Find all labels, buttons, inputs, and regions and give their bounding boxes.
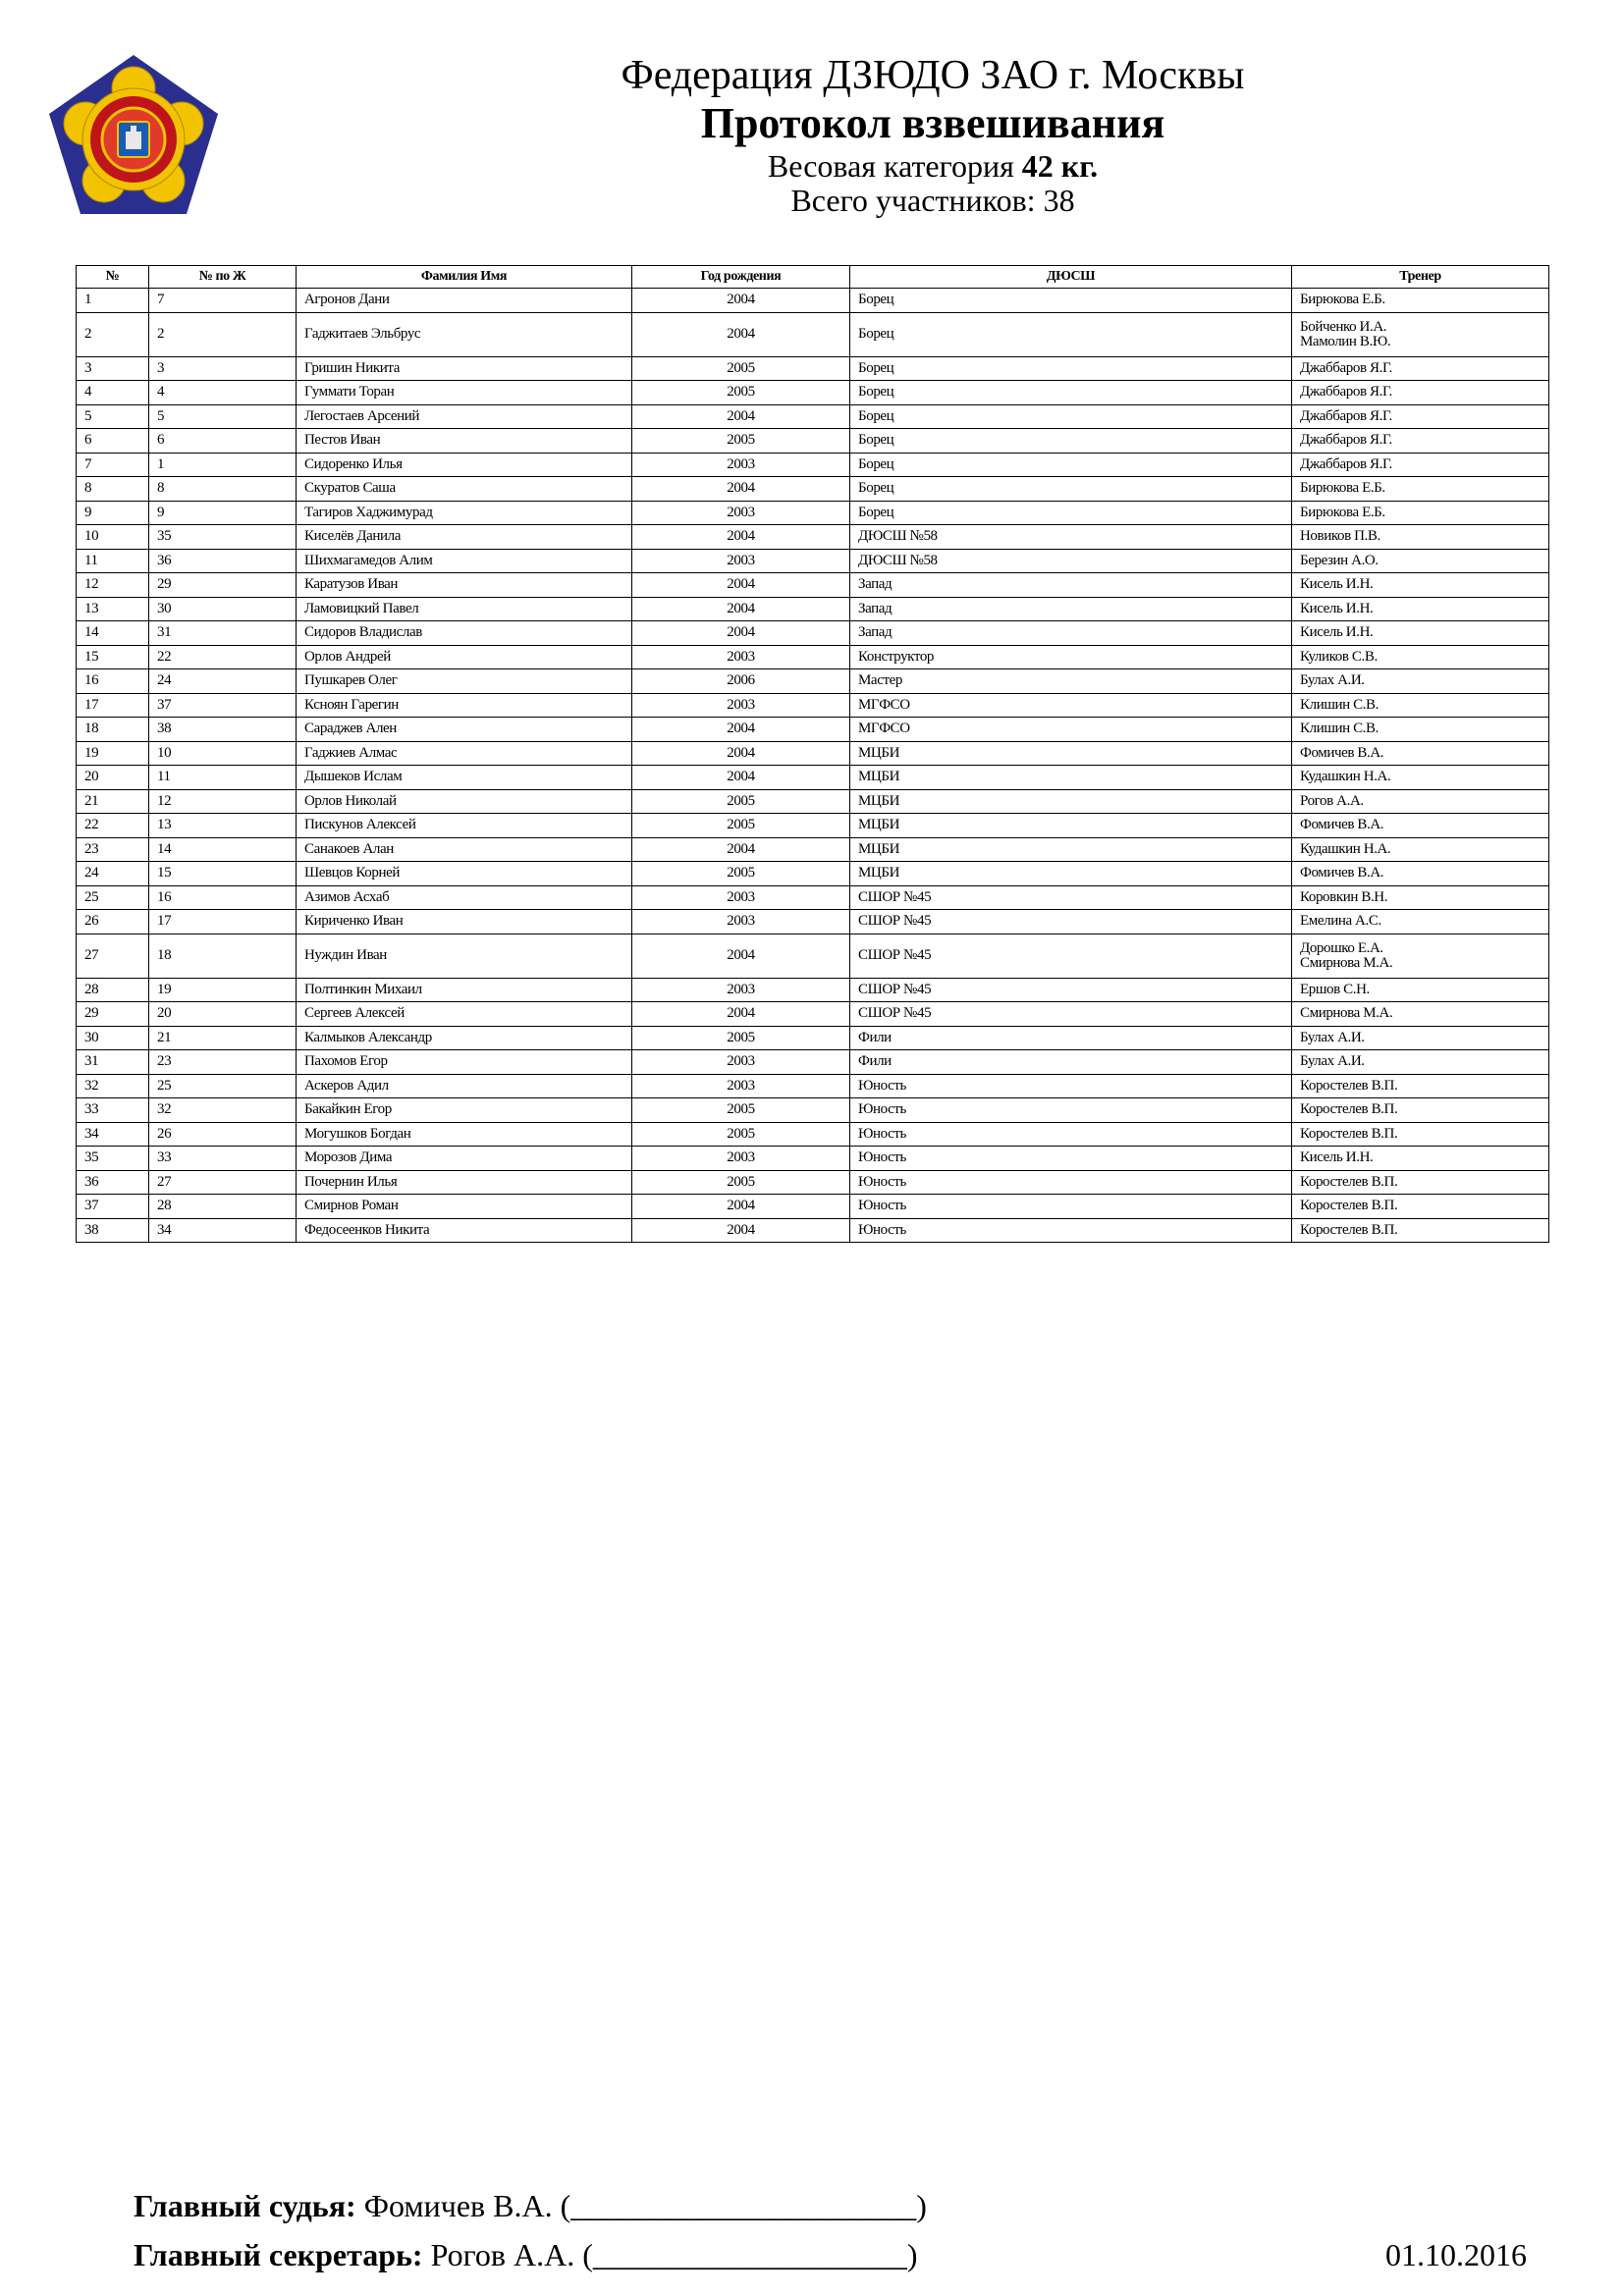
cell-draw-number: 21 <box>149 1026 297 1050</box>
cell-school: СШОР №45 <box>850 1002 1292 1027</box>
cell-number: 27 <box>77 934 149 978</box>
cell-school: Фили <box>850 1050 1292 1075</box>
cell-school: СШОР №45 <box>850 885 1292 910</box>
cell-coach: Фомичев В.А. <box>1292 814 1549 838</box>
cell-number: 17 <box>77 693 149 718</box>
chief-secretary-label: Главный секретарь: <box>134 2237 423 2272</box>
cell-school: ДЮСШ №58 <box>850 525 1292 550</box>
cell-number: 14 <box>77 621 149 646</box>
table-row <box>77 501 1549 525</box>
cell-birth-year: 2005 <box>632 356 850 381</box>
cell-draw-number: 4 <box>149 381 297 405</box>
table-row <box>77 312 1549 356</box>
table-row <box>77 356 1549 381</box>
cell-number: 31 <box>77 1050 149 1075</box>
cell-draw-number: 6 <box>149 429 297 454</box>
cell-birth-year: 2003 <box>632 885 850 910</box>
cell-school: Юность <box>850 1218 1292 1243</box>
cell-birth-year: 2003 <box>632 910 850 934</box>
cell-school: МЦБИ <box>850 862 1292 886</box>
cell-draw-number: 18 <box>149 934 297 978</box>
cell-name: Сараджев Ален <box>297 718 632 742</box>
cell-number: 20 <box>77 766 149 790</box>
cell-name: Калмыков Александр <box>297 1026 632 1050</box>
weigh-in-table <box>76 265 1549 1243</box>
cell-birth-year: 2005 <box>632 814 850 838</box>
table-row <box>77 429 1549 454</box>
cell-coach: Коровкин В.Н. <box>1292 885 1549 910</box>
table-row <box>77 404 1549 429</box>
cell-school: МГФСО <box>850 718 1292 742</box>
cell-number: 18 <box>77 718 149 742</box>
cell-number: 30 <box>77 1026 149 1050</box>
cell-draw-number: 28 <box>149 1195 297 1219</box>
cell-number: 5 <box>77 404 149 429</box>
cell-number: 13 <box>77 597 149 621</box>
cell-name: Каратузов Иван <box>297 573 632 598</box>
cell-number: 23 <box>77 837 149 862</box>
cell-school: Борец <box>850 289 1292 313</box>
col-header-birth-year: Год рождения <box>632 266 850 289</box>
cell-coach: Бойченко И.А. Мамолин В.Ю. <box>1292 312 1549 356</box>
table-row <box>77 1074 1549 1098</box>
cell-coach: Ершов С.Н. <box>1292 978 1549 1002</box>
table-row <box>77 766 1549 790</box>
weight-category <box>491 150 1375 182</box>
cell-school: Запад <box>850 573 1292 598</box>
table-row <box>77 645 1549 669</box>
cell-draw-number: 22 <box>149 645 297 669</box>
cell-number: 15 <box>77 645 149 669</box>
cell-birth-year: 2005 <box>632 1026 850 1050</box>
cell-name: Шихмагамедов Алим <box>297 549 632 573</box>
cell-school: МГФСО <box>850 693 1292 718</box>
cell-name: Морозов Дима <box>297 1147 632 1171</box>
cell-number: 3 <box>77 356 149 381</box>
cell-school: Юность <box>850 1074 1292 1098</box>
cell-name: Нуждин Иван <box>297 934 632 978</box>
cell-number: 25 <box>77 885 149 910</box>
cell-birth-year: 2004 <box>632 1195 850 1219</box>
cell-number: 34 <box>77 1122 149 1147</box>
cell-coach: Кисель И.Н. <box>1292 573 1549 598</box>
chief-secretary <box>134 2239 918 2270</box>
table-header-row <box>77 266 1549 289</box>
cell-coach: Бирюкова Е.Б. <box>1292 289 1549 313</box>
cell-coach: Джаббаров Я.Г. <box>1292 429 1549 454</box>
cell-school: МЦБИ <box>850 814 1292 838</box>
cell-school: Борец <box>850 429 1292 454</box>
table-row <box>77 669 1549 694</box>
cell-school: МЦБИ <box>850 789 1292 814</box>
weight-category-value: 42 кг. <box>1021 148 1099 184</box>
cell-number: 11 <box>77 549 149 573</box>
table-row <box>77 741 1549 766</box>
cell-birth-year: 2004 <box>632 718 850 742</box>
cell-name: Сидоренко Илья <box>297 453 632 477</box>
cell-coach: Клишин С.В. <box>1292 693 1549 718</box>
cell-coach: Кисель И.Н. <box>1292 1147 1549 1171</box>
cell-birth-year: 2003 <box>632 1050 850 1075</box>
cell-coach: Новиков П.В. <box>1292 525 1549 550</box>
cell-draw-number: 16 <box>149 885 297 910</box>
cell-draw-number: 29 <box>149 573 297 598</box>
cell-birth-year: 2004 <box>632 1002 850 1027</box>
table-row <box>77 621 1549 646</box>
cell-name: Пахомов Егор <box>297 1050 632 1075</box>
cell-coach: Фомичев В.А. <box>1292 741 1549 766</box>
cell-school: МЦБИ <box>850 837 1292 862</box>
cell-school: Мастер <box>850 669 1292 694</box>
cell-coach: Емелина А.С. <box>1292 910 1549 934</box>
cell-draw-number: 2 <box>149 312 297 356</box>
cell-number: 19 <box>77 741 149 766</box>
cell-draw-number: 9 <box>149 501 297 525</box>
cell-draw-number: 15 <box>149 862 297 886</box>
cell-number: 22 <box>77 814 149 838</box>
total-participants <box>491 185 1375 216</box>
cell-birth-year: 2003 <box>632 978 850 1002</box>
cell-draw-number: 25 <box>149 1074 297 1098</box>
cell-birth-year: 2004 <box>632 766 850 790</box>
total-participants-value: 38 <box>1043 183 1075 218</box>
cell-number: 26 <box>77 910 149 934</box>
cell-birth-year: 2005 <box>632 381 850 405</box>
cell-birth-year: 2004 <box>632 934 850 978</box>
cell-coach: Кудашкин Н.А. <box>1292 766 1549 790</box>
cell-draw-number: 1 <box>149 453 297 477</box>
cell-coach: Булах А.И. <box>1292 1050 1549 1075</box>
table-row <box>77 814 1549 838</box>
cell-coach: Джаббаров Я.Г. <box>1292 356 1549 381</box>
cell-draw-number: 14 <box>149 837 297 862</box>
cell-draw-number: 19 <box>149 978 297 1002</box>
cell-birth-year: 2004 <box>632 477 850 502</box>
table-row <box>77 477 1549 502</box>
cell-coach: Куликов С.В. <box>1292 645 1549 669</box>
cell-draw-number: 20 <box>149 1002 297 1027</box>
cell-birth-year: 2003 <box>632 645 850 669</box>
table-row <box>77 1098 1549 1123</box>
cell-number: 37 <box>77 1195 149 1219</box>
cell-name: Гуммати Торан <box>297 381 632 405</box>
cell-name: Азимов Асхаб <box>297 885 632 910</box>
table-row <box>77 453 1549 477</box>
cell-coach: Кисель И.Н. <box>1292 597 1549 621</box>
cell-draw-number: 27 <box>149 1170 297 1195</box>
table-row <box>77 910 1549 934</box>
cell-number: 1 <box>77 289 149 313</box>
cell-school: Борец <box>850 381 1292 405</box>
cell-coach: Коростелев В.П. <box>1292 1074 1549 1098</box>
cell-name: Скуратов Саша <box>297 477 632 502</box>
cell-name: Дышеков Ислам <box>297 766 632 790</box>
cell-draw-number: 32 <box>149 1098 297 1123</box>
cell-birth-year: 2004 <box>632 621 850 646</box>
cell-school: Юность <box>850 1195 1292 1219</box>
cell-number: 10 <box>77 525 149 550</box>
cell-name: Тагиров Хаджимурад <box>297 501 632 525</box>
table-row <box>77 718 1549 742</box>
table-row <box>77 693 1549 718</box>
cell-coach: Смирнова М.А. <box>1292 1002 1549 1027</box>
cell-draw-number: 30 <box>149 597 297 621</box>
cell-birth-year: 2003 <box>632 1074 850 1098</box>
cell-school: Борец <box>850 404 1292 429</box>
chief-judge <box>134 2190 927 2221</box>
cell-draw-number: 7 <box>149 289 297 313</box>
cell-birth-year: 2004 <box>632 741 850 766</box>
cell-birth-year: 2004 <box>632 404 850 429</box>
cell-coach: Коростелев В.П. <box>1292 1218 1549 1243</box>
cell-name: Пестов Иван <box>297 429 632 454</box>
cell-school: Запад <box>850 597 1292 621</box>
cell-number: 24 <box>77 862 149 886</box>
table-row <box>77 597 1549 621</box>
cell-draw-number: 3 <box>149 356 297 381</box>
cell-draw-number: 5 <box>149 404 297 429</box>
cell-draw-number: 38 <box>149 718 297 742</box>
cell-birth-year: 2003 <box>632 693 850 718</box>
cell-coach: Булах А.И. <box>1292 1026 1549 1050</box>
cell-name: Аскеров Адил <box>297 1074 632 1098</box>
col-header-draw-number: № по Ж <box>149 266 297 289</box>
chief-judge-name: Фомичев В.А. (______________________) <box>363 2188 927 2223</box>
cell-birth-year: 2005 <box>632 429 850 454</box>
cell-number: 33 <box>77 1098 149 1123</box>
table-row <box>77 1050 1549 1075</box>
table-row <box>77 862 1549 886</box>
cell-school: Борец <box>850 477 1292 502</box>
cell-school: СШОР №45 <box>850 978 1292 1002</box>
cell-birth-year: 2004 <box>632 597 850 621</box>
cell-school: Юность <box>850 1147 1292 1171</box>
cell-coach: Коростелев В.П. <box>1292 1122 1549 1147</box>
cell-birth-year: 2004 <box>632 837 850 862</box>
cell-draw-number: 8 <box>149 477 297 502</box>
cell-name: Пискунов Алексей <box>297 814 632 838</box>
table-row <box>77 934 1549 978</box>
chief-judge-label: Главный судья: <box>134 2188 356 2223</box>
cell-number: 35 <box>77 1147 149 1171</box>
cell-birth-year: 2004 <box>632 1218 850 1243</box>
cell-school: Юность <box>850 1098 1292 1123</box>
cell-number: 9 <box>77 501 149 525</box>
col-header-name: Фамилия Имя <box>297 266 632 289</box>
chief-secretary-name: Рогов А.А. (____________________) <box>430 2237 918 2272</box>
cell-name: Сергеев Алексей <box>297 1002 632 1027</box>
cell-school: ДЮСШ №58 <box>850 549 1292 573</box>
total-participants-label: Всего участников: <box>790 183 1036 218</box>
cell-birth-year: 2005 <box>632 862 850 886</box>
cell-school: Борец <box>850 312 1292 356</box>
table-row <box>77 1218 1549 1243</box>
cell-name: Сидоров Владислав <box>297 621 632 646</box>
cell-number: 12 <box>77 573 149 598</box>
cell-school: МЦБИ <box>850 741 1292 766</box>
cell-birth-year: 2003 <box>632 1147 850 1171</box>
cell-school: Конструктор <box>850 645 1292 669</box>
cell-name: Гришин Никита <box>297 356 632 381</box>
cell-name: Санакоев Алан <box>297 837 632 862</box>
federation-title: Федерация ДЗЮДО ЗАО г. Москвы <box>621 53 1245 98</box>
table-row <box>77 1147 1549 1171</box>
cell-name: Федосеенков Никита <box>297 1218 632 1243</box>
cell-name: Бакайкин Егор <box>297 1098 632 1123</box>
federation-emblem-icon <box>45 51 222 218</box>
cell-coach: Клишин С.В. <box>1292 718 1549 742</box>
table-row <box>77 525 1549 550</box>
table-row <box>77 289 1549 313</box>
table-row <box>77 885 1549 910</box>
cell-coach: Фомичев В.А. <box>1292 862 1549 886</box>
cell-school: Борец <box>850 453 1292 477</box>
cell-name: Шевцов Корней <box>297 862 632 886</box>
protocol-title: Протокол взвешивания <box>700 99 1165 147</box>
cell-number: 21 <box>77 789 149 814</box>
cell-draw-number: 37 <box>149 693 297 718</box>
cell-birth-year: 2004 <box>632 312 850 356</box>
cell-number: 16 <box>77 669 149 694</box>
cell-school: СШОР №45 <box>850 910 1292 934</box>
cell-birth-year: 2005 <box>632 789 850 814</box>
cell-birth-year: 2003 <box>632 453 850 477</box>
cell-coach: Коростелев В.П. <box>1292 1098 1549 1123</box>
cell-draw-number: 23 <box>149 1050 297 1075</box>
cell-school: Борец <box>850 356 1292 381</box>
table-row <box>77 789 1549 814</box>
document-date: 01.10.2016 <box>1385 2237 1527 2272</box>
cell-coach: Джаббаров Я.Г. <box>1292 381 1549 405</box>
cell-coach: Коростелев В.П. <box>1292 1170 1549 1195</box>
cell-school: Юность <box>850 1170 1292 1195</box>
cell-coach: Джаббаров Я.Г. <box>1292 404 1549 429</box>
cell-birth-year: 2005 <box>632 1098 850 1123</box>
cell-school: Борец <box>850 501 1292 525</box>
table-row <box>77 549 1549 573</box>
cell-coach: Березин А.О. <box>1292 549 1549 573</box>
table-row <box>77 1122 1549 1147</box>
cell-name: Гаджитаев Эльбрус <box>297 312 632 356</box>
cell-number: 6 <box>77 429 149 454</box>
cell-draw-number: 24 <box>149 669 297 694</box>
cell-coach: Бирюкова Е.Б. <box>1292 477 1549 502</box>
col-header-coach: Тренер <box>1292 266 1549 289</box>
cell-draw-number: 11 <box>149 766 297 790</box>
cell-draw-number: 31 <box>149 621 297 646</box>
cell-name: Могушков Богдан <box>297 1122 632 1147</box>
cell-name: Ламовицкий Павел <box>297 597 632 621</box>
table-row <box>77 1002 1549 1027</box>
cell-birth-year: 2005 <box>632 1170 850 1195</box>
cell-name: Легостаев Арсений <box>297 404 632 429</box>
cell-birth-year: 2004 <box>632 289 850 313</box>
cell-name: Полтинкин Михаил <box>297 978 632 1002</box>
cell-name: Орлов Андрей <box>297 645 632 669</box>
cell-draw-number: 12 <box>149 789 297 814</box>
cell-draw-number: 17 <box>149 910 297 934</box>
cell-coach: Булах А.И. <box>1292 669 1549 694</box>
cell-name: Агронов Дани <box>297 289 632 313</box>
cell-number: 8 <box>77 477 149 502</box>
table-row <box>77 1026 1549 1050</box>
weight-category-label: Весовая категория <box>767 148 1014 184</box>
cell-name: Гаджиев Алмас <box>297 741 632 766</box>
cell-name: Киселёв Данила <box>297 525 632 550</box>
cell-draw-number: 33 <box>149 1147 297 1171</box>
cell-school: МЦБИ <box>850 766 1292 790</box>
cell-number: 2 <box>77 312 149 356</box>
cell-number: 38 <box>77 1218 149 1243</box>
cell-coach: Джаббаров Я.Г. <box>1292 453 1549 477</box>
cell-name: Почернин Илья <box>297 1170 632 1195</box>
cell-number: 29 <box>77 1002 149 1027</box>
cell-draw-number: 35 <box>149 525 297 550</box>
cell-name: Орлов Николай <box>297 789 632 814</box>
cell-coach: Кудашкин Н.А. <box>1292 837 1549 862</box>
cell-birth-year: 2004 <box>632 525 850 550</box>
cell-school: СШОР №45 <box>850 934 1292 978</box>
cell-draw-number: 13 <box>149 814 297 838</box>
cell-number: 7 <box>77 453 149 477</box>
table-row <box>77 381 1549 405</box>
table-row <box>77 1195 1549 1219</box>
cell-birth-year: 2003 <box>632 501 850 525</box>
cell-coach: Кисель И.Н. <box>1292 621 1549 646</box>
cell-coach: Коростелев В.П. <box>1292 1195 1549 1219</box>
cell-name: Ксноян Гарегин <box>297 693 632 718</box>
cell-school: Юность <box>850 1122 1292 1147</box>
table-row <box>77 1170 1549 1195</box>
cell-draw-number: 26 <box>149 1122 297 1147</box>
table-row <box>77 837 1549 862</box>
cell-school: Запад <box>850 621 1292 646</box>
cell-name: Кириченко Иван <box>297 910 632 934</box>
cell-draw-number: 34 <box>149 1218 297 1243</box>
cell-number: 36 <box>77 1170 149 1195</box>
cell-number: 28 <box>77 978 149 1002</box>
cell-birth-year: 2003 <box>632 549 850 573</box>
cell-coach: Дорошко Е.А. Смирнова М.А. <box>1292 934 1549 978</box>
cell-birth-year: 2006 <box>632 669 850 694</box>
col-header-school: ДЮСШ <box>850 266 1292 289</box>
table-row <box>77 978 1549 1002</box>
cell-number: 32 <box>77 1074 149 1098</box>
cell-birth-year: 2005 <box>632 1122 850 1147</box>
cell-coach: Бирюкова Е.Б. <box>1292 501 1549 525</box>
cell-draw-number: 36 <box>149 549 297 573</box>
table-row <box>77 573 1549 598</box>
cell-number: 4 <box>77 381 149 405</box>
cell-draw-number: 10 <box>149 741 297 766</box>
cell-name: Смирнов Роман <box>297 1195 632 1219</box>
cell-birth-year: 2004 <box>632 573 850 598</box>
cell-coach: Рогов А.А. <box>1292 789 1549 814</box>
col-header-number: № <box>77 266 149 289</box>
cell-school: Фили <box>850 1026 1292 1050</box>
cell-name: Пушкарев Олег <box>297 669 632 694</box>
